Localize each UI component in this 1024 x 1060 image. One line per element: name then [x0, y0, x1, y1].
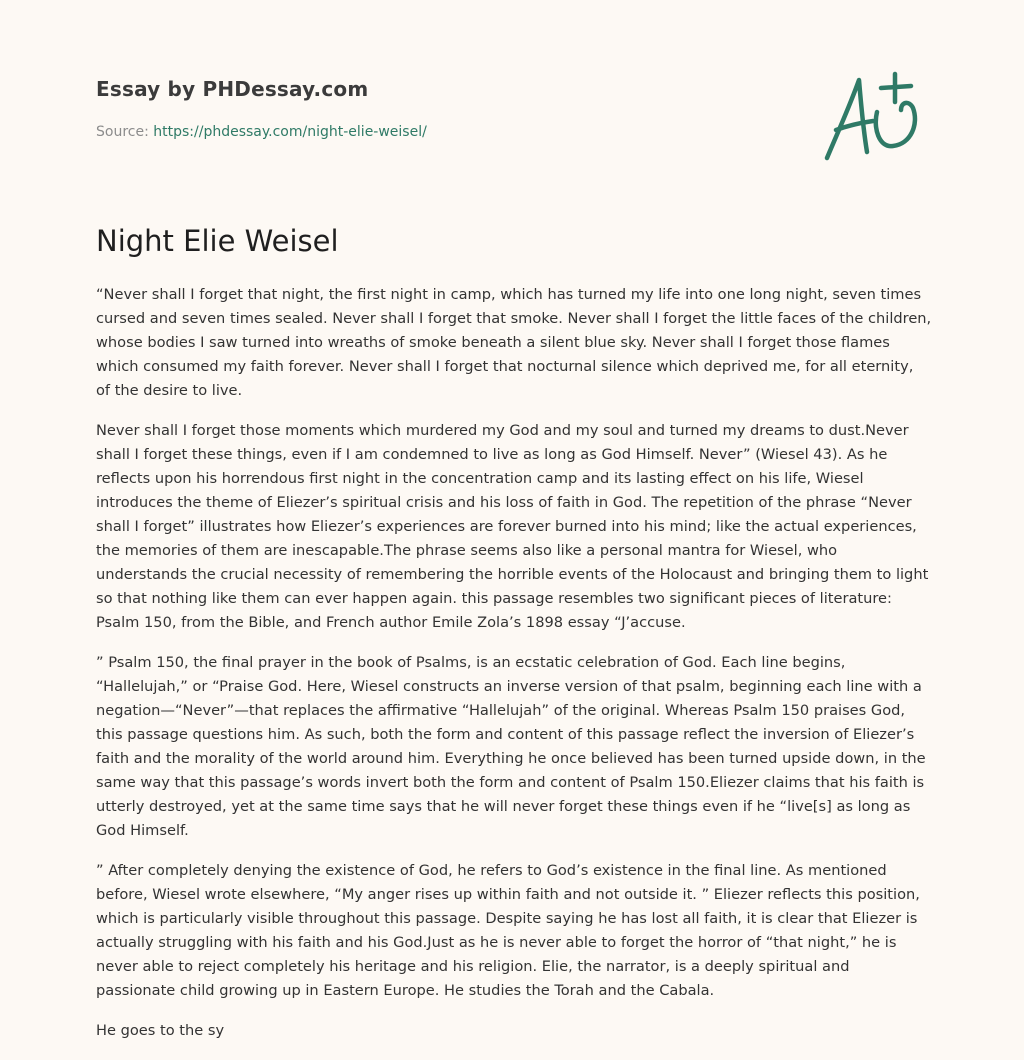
- essay-paragraph: Never shall I forget those moments which murdered my God and my soul and turned my dreams to dust.Never shall I forget these things, even if I am condemned to live as long as God Himself. Never” (Wiesel 43). As he reflects upon his horrendous first night in the concentration camp and its lasting effect on his life, Wiesel introduces the theme of Eliezer’s spiritual crisis and his loss of faith in God. The repetition of the phrase “Never shall I forget” illustrates how Eliezer’s experiences are forever burned into his mind; like the actual experiences, the memories of them are inescapable.The phrase seems also like a personal mantra for Wiesel, who understands the crucial necessity of remembering the horrible events of the Holocaust and bringing them to light so that nothing like them can ever happen again. this passage resembles two significant pieces of literature: Psalm 150, from the Bible, and French author Emile Zola’s 1898 essay “J’accuse.: [96, 422, 929, 631]
- source-label: Source:: [96, 124, 154, 140]
- essay-title: Night Elie Weisel: [96, 224, 339, 258]
- essay-paragraph: He goes to the sy: [96, 1022, 225, 1039]
- a-plus-grade-icon: [823, 68, 925, 164]
- source-line: [96, 124, 427, 140]
- essay-paragraph: “Never shall I forget that night, the first night in camp, which has turned my life into one long night, seven times cursed and seven times sealed. Never shall I forget that smoke. Never shall I forget the little faces of the children, whose bodies I saw turned into wreaths of smoke beneath a silent blue sky. Never shall I forget those flames which consumed my faith forever. Never shall I forget that nocturnal silence which deprived me, for all eternity, of the desire to live.: [96, 286, 932, 399]
- essay-paragraph: ” Psalm 150, the final prayer in the book of Psalms, is an ecstatic celebration of God. Each line begins, “Hallelujah,” or “Praise God. Here, Wiesel constructs an inverse version of that psalm, beginning each line with a negation—“Never”—that replaces the affirmative “Hallelujah” of the original. Whereas Psalm 150 praises God, this passage questions him. As such, both the form and content of this passage reflect the inversion of Eliezer’s faith and the morality of the world around him. Everything he once believed has been turned upside down, in the same way that this passage’s words invert both the form and content of Psalm 150.Eliezer claims that his faith is utterly destroyed, yet at the same time says that he will never forget these things even if he “live[s] as long as God Himself.: [96, 654, 926, 839]
- site-title: Essay by PHDessay.com: [96, 77, 369, 101]
- essay-body: [96, 283, 932, 1059]
- essay-paragraph: ” After completely denying the existence of God, he refers to God’s existence in the final line. As mentioned before, Wiesel wrote elsewhere, “My anger rises up within faith and not outside it. ” Eliezer reflects this position, which is particularly visible throughout this passage. Despite saying he has lost all faith, it is clear that Eliezer is actually struggling with his faith and his God.Just as he is never able to forget the horror of “that night,” he is never able to reject completely his heritage and his religion. Elie, the narrator, is a deeply spiritual and passionate child growing up in Eastern Europe. He studies the Torah and the Cabala.: [96, 862, 920, 999]
- source-link[interactable]: https://phdessay.com/night-elie-weisel/: [153, 124, 427, 140]
